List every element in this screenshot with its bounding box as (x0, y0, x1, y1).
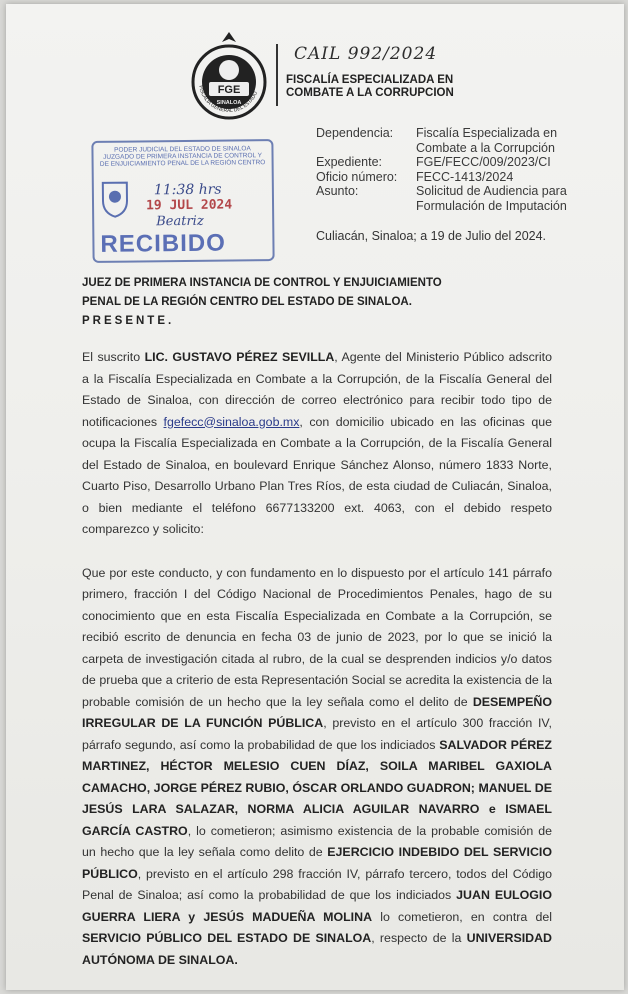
accused-list-1: SALVADOR PÉREZ MARTINEZ, HÉCTOR MELESIO CUEN DÍAZ, SOILA MARIBEL GAXIOLA CAMACHO, JORGE PÉREZ RUBIO, ÓSCAR ORLANDO GUADRON; MANUEL DE JESÚS LARA SALAZAR, NORMA ALICIA AGUILAR NAVARRO e ISMAEL GARCÍA CASTRO (82, 737, 552, 838)
accused-list-2: JUAN EULOGIO GUERRA LIERA y JESÚS MADUEÑA MOLINA (82, 888, 552, 924)
logo-ring-text: FISCALÍA GENERAL DEL ESTADO (197, 85, 260, 115)
stamp-header (99, 145, 265, 168)
paragraph-1 (82, 347, 552, 541)
stamp-time: 11:38 hrs (153, 181, 222, 199)
presente-label: PRESENTE. (82, 315, 175, 327)
p2-text-a: Que por este conducto, y con fundamento en lo dispuesto por el artículo 141 párrafo primero, fracción I del Código Nacional de Procedimientos Penales, hago de su conocimiento que en esta Fiscalía Especializada en Combate a la Corrupción, se recibió escrito de denuncia en fecha 03 de junio de 2023, por lo que se inició la carpeta de investigación citada al rubro, de la cual se desprenden indicios y/o datos de prueba que a criterio de esta Representación Social se acredita la existencia de la probable comisión de un hecho que la ley señala como el delito de (82, 565, 552, 709)
logo-subtext: SINALOA (216, 100, 242, 106)
oficio-value: FECC-1413/2024 (416, 169, 514, 184)
institution-line-2: COMBATE A LA CORRUPCION (286, 87, 454, 99)
paragraph-2 (82, 563, 552, 972)
addressee-line-1: JUEZ DE PRIMERA INSTANCIA DE CONTROL Y ENJUICIAMIENTO (82, 277, 442, 289)
p2-text-e: lo cometieron, en contra del (372, 909, 552, 924)
logo-text: FGE (217, 84, 241, 96)
dependencia-value: Fiscalía Especializada en (416, 126, 558, 140)
university-name: UNIVERSIDAD AUTÓNOMA DE SINALOA. (82, 931, 552, 967)
oficio-label: Oficio número: (316, 169, 398, 184)
p2-text-c: , lo cometieron; asimismo existencia de la probable comisión de un hecho que la ley señala como delito de (82, 823, 552, 859)
fge-seal-logo (189, 30, 269, 122)
header-divider (276, 44, 278, 106)
institution-name (286, 74, 454, 100)
institution-line-1: FISCALÍA ESPECIALIZADA EN (286, 74, 454, 86)
dependencia-value-2: Combate a la Corrupción (416, 140, 555, 155)
crime-1: DESEMPEÑO IRREGULAR DE LA FUNCIÓN PÚBLICA (82, 694, 552, 730)
court-shield-icon (100, 179, 130, 219)
p2-text-d: , previsto en el artículo 298 fracción IV, párrafo tercero, todos del Código Penal de Sinaloa; así como la probabilidad de que los indiciados (82, 866, 552, 902)
stamp-line-1: PODER JUDICIAL DEL ESTADO DE SINALOA (114, 145, 251, 154)
asunto-label: Asunto: (316, 184, 359, 198)
stamp-date: 19 JUL 2024 (145, 197, 233, 214)
letter-body (82, 347, 552, 993)
stamp-line-3: DE ENJUICIAMIENTO PENAL DE LA REGIÓN CENTRO (99, 159, 266, 168)
p1-text-a: El suscrito (82, 350, 145, 364)
stamp-line-2: JUZGADO DE PRIMERA INSTANCIA DE CONTROL Y (103, 152, 262, 161)
expediente-label: Expediente: (316, 155, 383, 169)
email-link[interactable]: fgefecc@sinaloa.gob.mx (163, 414, 300, 429)
crime-2: EJERCICIO INDEBIDO DEL SERVICIO PÚBLICO (82, 845, 552, 881)
document-page (6, 4, 624, 990)
dependencia-label: Dependencia: (316, 126, 394, 140)
stamp-signature: Beatriz (156, 213, 204, 230)
handwritten-reference: CAIL 992/2024 (294, 44, 438, 64)
received-stamp (91, 139, 274, 263)
city-date: Culiacán, Sinaloa; a 19 de Julio del 2024. (316, 229, 547, 243)
p2-text-b: , previsto en el artículo 300 fracción IV, párrafo segundo, así como la probabilidad de que los indiciados (82, 716, 552, 752)
asunto-value: Solicitud de Audiencia para (416, 184, 567, 198)
document-metadata (316, 126, 606, 213)
signer-name: LIC. GUSTAVO PÉREZ SEVILLA (144, 350, 335, 364)
addressee-block (82, 274, 442, 331)
p2-text-f: , respecto de la (371, 931, 467, 945)
addressee-line-2: PENAL DE LA REGIÓN CENTRO DEL ESTADO DE SINALOA. (82, 296, 412, 308)
p1-text-b: , Agente del Ministerio Público adscrito a la Fiscalía Especializada en Combate a la Corrupción, de la Fiscalía General del Estado de Sinaloa, con dirección de correo electrónico para recibir todo tipo de notificaciones (82, 350, 553, 429)
p1-text-c: , con domicilio ubicado en las oficinas que ocupa la Fiscalía Especializada en Combate a la Corrupción, de la Fiscalía General del Estado de Sinaloa, en boulevard Enrique Sánchez Alonso, número 1833 Norte, Cuarto Piso, Desarrollo Urbano Plan Tres Ríos, de esta ciudad de Culiacán, Sinaloa, o bien mediante el teléfono 6677133200 ext. 4063, con el debido respeto comparezco y solicito: (82, 414, 552, 536)
stamp-received-label: RECIBIDO (100, 229, 226, 258)
asunto-value-2: Formulación de Imputación (416, 198, 567, 213)
victim-entity: SERVICIO PÚBLICO DEL ESTADO DE SINALOA (82, 931, 372, 945)
expediente-value: FGE/FECC/009/2023/CI (416, 155, 551, 169)
